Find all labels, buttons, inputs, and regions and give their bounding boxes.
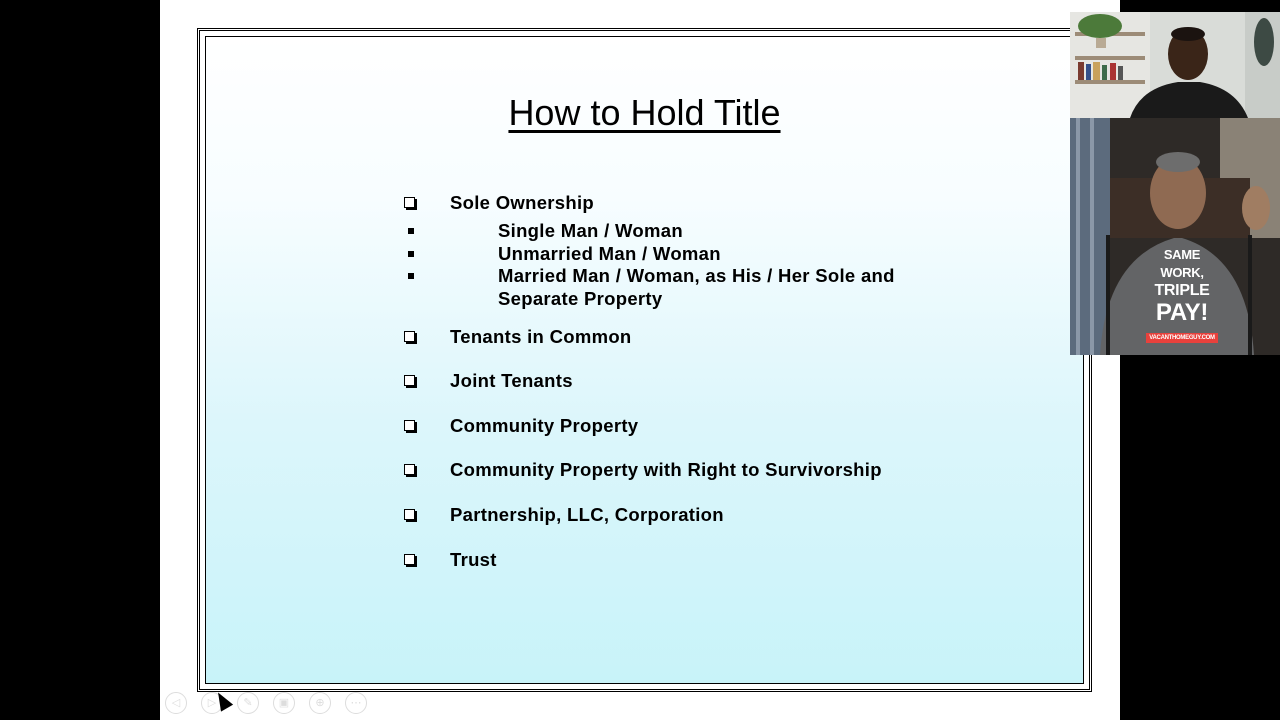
list-item-label: Community Property <box>450 415 639 436</box>
shirt-text-line: TRIPLE <box>1154 282 1210 299</box>
shirt-text-line: SAME <box>1163 247 1201 262</box>
square-bullet-icon <box>408 228 414 234</box>
zoom-icon[interactable]: ⊕ <box>309 692 331 714</box>
list-item-label: Tenants in Common <box>450 326 632 347</box>
square-bullet-icon <box>408 251 414 257</box>
slide-content <box>205 36 1084 684</box>
checkbox-bullet-icon <box>404 420 415 431</box>
checkbox-bullet-icon <box>404 554 415 565</box>
shirt-text-line: WORK, <box>1160 265 1204 280</box>
checkbox-bullet-icon <box>404 464 415 475</box>
slide-title: How to Hold Title <box>508 92 781 133</box>
list-item-label: Community Property with Right to Survivorship <box>450 459 882 480</box>
slide <box>197 28 1092 692</box>
sub-list-item-label: Unmarried Man / Woman <box>498 243 721 264</box>
shirt-text-line: PAY! <box>1155 299 1209 326</box>
sub-list-item-label: Single Man / Woman <box>498 220 683 241</box>
participant-1-image <box>1070 12 1280 118</box>
participant-video-1[interactable] <box>1070 12 1280 118</box>
pen-icon[interactable]: ✎ <box>237 692 259 714</box>
checkbox-bullet-icon <box>404 331 415 342</box>
list-item-label: Sole Ownership <box>450 192 595 213</box>
participant-video-2[interactable] <box>1070 118 1280 355</box>
next-icon[interactable]: ▷ <box>201 692 223 714</box>
list-item-label: Trust <box>450 549 497 570</box>
square-bullet-icon <box>408 273 414 279</box>
list-item-label: Joint Tenants <box>450 370 573 391</box>
copy-icon[interactable]: ▣ <box>273 692 295 714</box>
shirt-graphic <box>1132 246 1232 344</box>
left-letterbox <box>0 0 160 720</box>
checkbox-bullet-icon <box>404 509 415 520</box>
previous-icon[interactable]: ◁ <box>165 692 187 714</box>
shirt-text-line: VACANTHOMEGUY.COM <box>1146 333 1217 343</box>
checkbox-bullet-icon <box>404 375 415 386</box>
list-item-label: Partnership, LLC, Corporation <box>450 504 724 525</box>
more-icon[interactable]: ⋯ <box>345 692 367 714</box>
checkbox-bullet-icon <box>404 197 415 208</box>
sub-list-item-label: Married Man / Woman, as His / Her Sole and Separate Property <box>498 265 895 309</box>
